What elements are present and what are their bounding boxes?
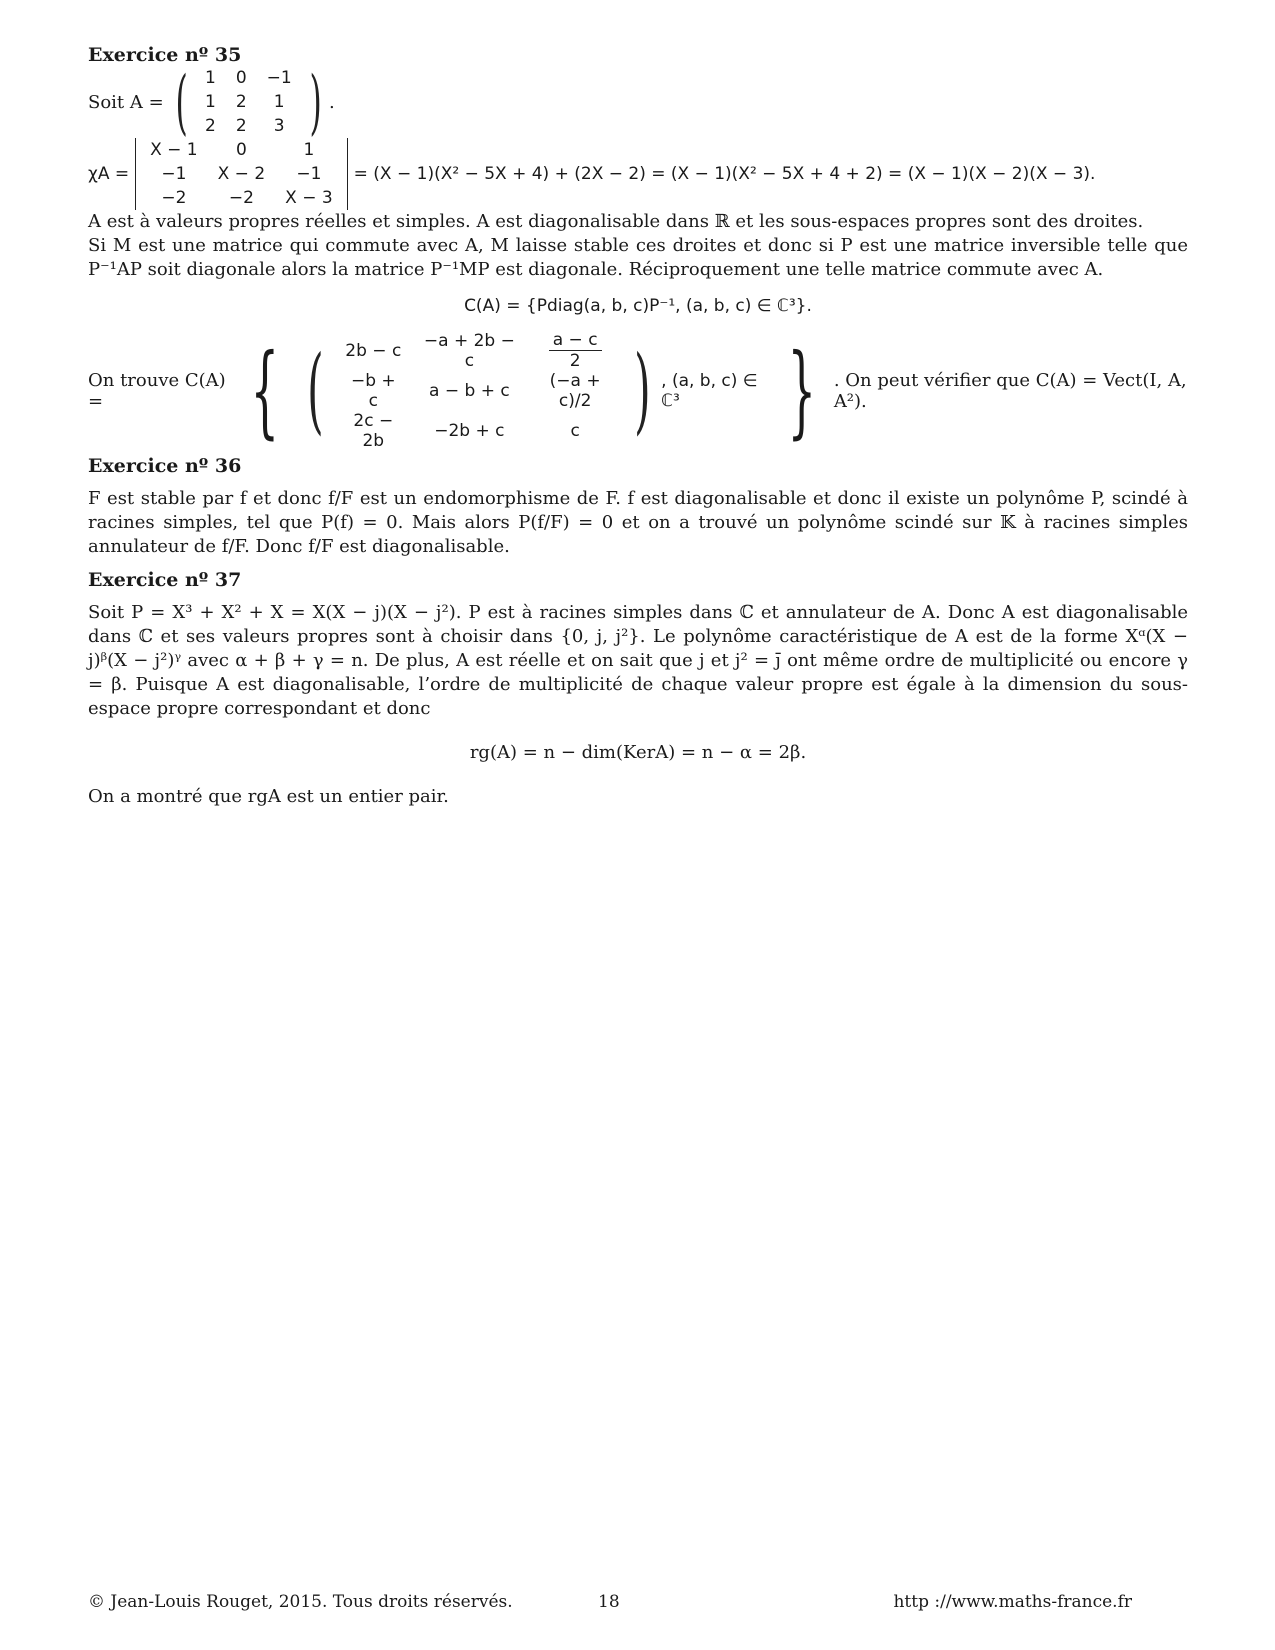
ex36-para: F est stable par f et donc f/F est un endomorphisme de F. f est diagonalisable et donc il existe un polynôme P, scindé à racines simples, tel que P(f) = 0. Mais alors P(f/F) = 0 et on a trouvé un polynôme scindé sur 𝕂 à racines simples annulateur de f/F. Donc f/F est diagonalisable. [88, 488, 1188, 557]
left-brace: { [250, 331, 280, 449]
matrix-C: 2b − c −a + 2b − c $\frac{a - c}{2}$ −b + c a − b + c (−a + c)/2 2c − 2b −2b + c c [345, 330, 601, 451]
page-number: 18 [598, 1592, 620, 1612]
ex37-formula: rg(A) = n − dim(KerA) = n − α = 2β. [469, 742, 807, 763]
exercise-35 [88, 44, 1188, 451]
chi-label: χA = [88, 164, 130, 184]
left-paren: ( [175, 61, 188, 143]
matrix-A: 1 0 −1 1 2 1 2 2 3 [205, 68, 292, 136]
determinant [135, 138, 348, 210]
ex35-para2: Si M est une matrice qui commute avec A, M laisse stable ces droites et donc si P est une matrice inversible telle que P⁻¹AP soit diagonale alors la matrice P⁻¹MP est diagonale. Réciproquement une telle matrice commute avec A. [88, 235, 1188, 280]
matrix-A-definition: Soit A = ( 1 0 −1 1 2 1 2 2 3 ) . [88, 61, 335, 143]
formula-CA: C(A) = {Pdiag(a, b, c)P⁻¹, (a, b, c) ∈ ℂ³}. [464, 296, 812, 316]
ex35-para1: A est à valeurs propres réelles et simples. A est diagonalisable dans ℝ et les sous-espaces propres sont des droites. [88, 211, 1144, 232]
det-matrix: X − 1 0 1 −1 X − 2 −1 −2 −2 X − 3 [150, 140, 333, 208]
exercise-37 [88, 569, 1188, 809]
exercise-36-title: Exercice nº 36 [88, 455, 242, 477]
fraction: $\frac{a - c}{2}$ [549, 330, 602, 371]
chi-result: = (X − 1)(X² − 5X + 4) + (2X − 2) = (X − 1)(X² − 5X + 4 + 2) = (X − 1)(X − 2)(X − 3). [353, 164, 1096, 184]
commutant-set: On trouve C(A) = { ( 2b − c −a + 2b − c $\frac{a - c}{2}$ −b + c a − b + c (−a + c)/2 2c − 2b −2b + c c ) , (a, b, c) ∈ ℂ³ } . On peut vérifier que C(A) = Vect(I, A, A²). [88, 330, 1187, 451]
ex37-conclusion: On a montré que rgA est un entier pair. [88, 786, 449, 807]
document-page [88, 44, 1188, 809]
right-paren: ) [309, 61, 322, 143]
trouve-label: On trouve C(A) = [88, 369, 226, 412]
site-url[interactable]: http ://www.maths-france.fr [893, 1592, 1132, 1612]
right-brace: } [787, 331, 817, 449]
exercise-35-title: Exercice nº 35 [88, 44, 242, 66]
ex37-para1: Soit P = X³ + X² + X = X(X − j)(X − j²). P est à racines simples dans ℂ et annulateur de A. Donc A est diagonalisable dans ℂ et ses valeurs propres sont à choisir dans {0, j, j²}. Le polynôme caractéristique de A est de la forme Xᵅ(X − j)ᵝ(X − j²)ᵞ avec α + β + γ = n. De plus, A est réelle et on sait que j et j² = j̄ ont même ordre de multiplicité ou encore γ = β. Puisque A est diagonalisable, l’ordre de multiplicité de chaque valeur propre est égale à la dimension du sous-espace propre correspondant et donc [88, 602, 1188, 719]
exercise-36 [88, 455, 1188, 559]
set-condition: , (a, b, c) ∈ ℂ³ [661, 370, 758, 411]
characteristic-polynomial [88, 138, 1188, 210]
soit-label: Soit A = [88, 91, 164, 113]
exercise-37-title: Exercice nº 37 [88, 569, 242, 591]
copyright: © Jean-Louis Rouget, 2015. Tous droits réservés. [88, 1592, 513, 1612]
verify-text: . On peut vérifier que C(A) = Vect(I, A, A²). [833, 369, 1187, 412]
